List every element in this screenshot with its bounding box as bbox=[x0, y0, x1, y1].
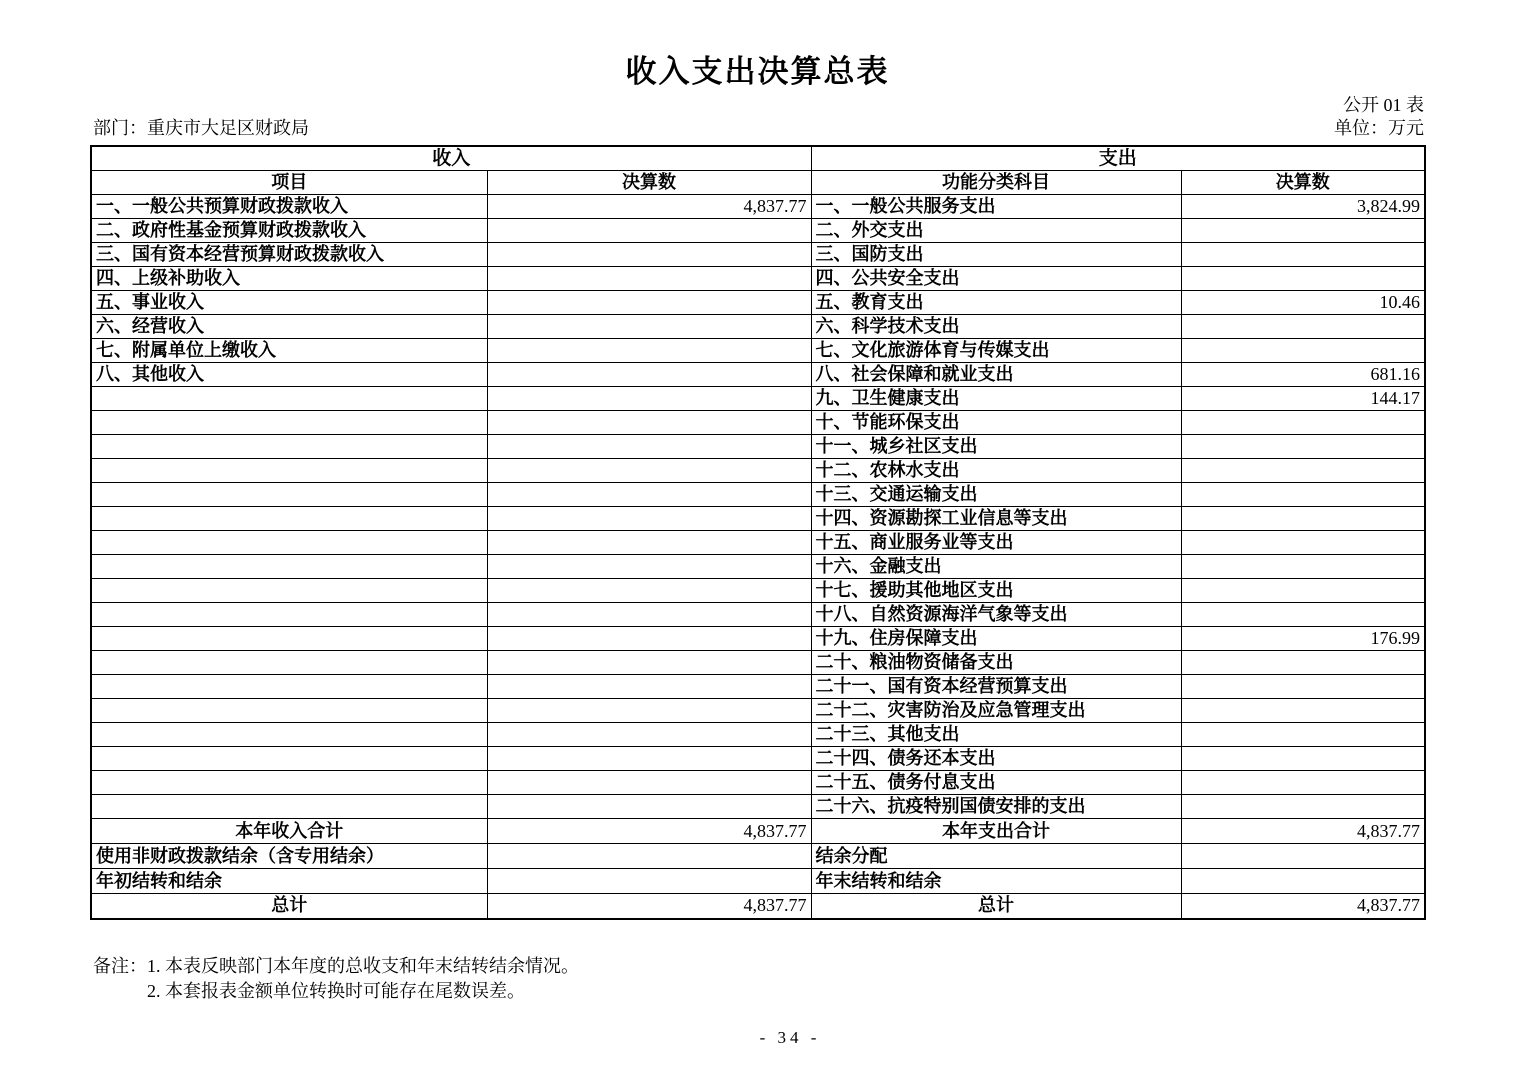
table-row bbox=[91, 483, 1425, 507]
note-line-2: 2. 本套报表金额单位转换时可能存在尾数误差。 bbox=[147, 980, 525, 1001]
table-row bbox=[91, 699, 1425, 723]
footer-row bbox=[91, 819, 1425, 844]
expense-amount-cell bbox=[1181, 795, 1425, 819]
income-amount-cell bbox=[487, 579, 811, 603]
table-row bbox=[91, 651, 1425, 675]
income-amount-cell bbox=[487, 771, 811, 795]
income-item-cell bbox=[91, 603, 487, 627]
table-row bbox=[91, 603, 1425, 627]
income-item-cell bbox=[91, 555, 487, 579]
income-item-cell: 八、其他收入 bbox=[91, 363, 487, 387]
table-row bbox=[91, 339, 1425, 363]
expense-item-cell: 二十六、抗疫特别国债安排的支出 bbox=[811, 795, 1181, 819]
expense-amount-cell: 4,837.77 bbox=[1181, 894, 1425, 919]
col-header-income-item: 项目 bbox=[91, 171, 487, 195]
expense-item-cell: 六、科学技术支出 bbox=[811, 315, 1181, 339]
income-amount-cell bbox=[487, 507, 811, 531]
income-item-cell bbox=[91, 627, 487, 651]
expense-item-cell: 十五、商业服务业等支出 bbox=[811, 531, 1181, 555]
table-row bbox=[91, 363, 1425, 387]
income-item-cell bbox=[91, 531, 487, 555]
table-row bbox=[91, 747, 1425, 771]
income-amount-cell bbox=[487, 747, 811, 771]
income-amount-cell bbox=[487, 603, 811, 627]
expense-item-cell: 十七、援助其他地区支出 bbox=[811, 579, 1181, 603]
income-item-cell bbox=[91, 699, 487, 723]
expense-amount-cell bbox=[1181, 315, 1425, 339]
expense-amount-cell: 3,824.99 bbox=[1181, 195, 1425, 219]
expense-item-cell: 十、节能环保支出 bbox=[811, 411, 1181, 435]
table-code-label: 公开 01 表 bbox=[1343, 95, 1424, 115]
expense-amount-cell bbox=[1181, 507, 1425, 531]
section-header-income: 收入 bbox=[91, 146, 811, 171]
income-amount-cell bbox=[487, 531, 811, 555]
expense-amount-cell bbox=[1181, 531, 1425, 555]
income-amount-cell bbox=[487, 844, 811, 869]
meta-row bbox=[93, 116, 1424, 140]
expense-amount-cell bbox=[1181, 723, 1425, 747]
income-amount-cell bbox=[487, 339, 811, 363]
expense-item-cell: 十三、交通运输支出 bbox=[811, 483, 1181, 507]
table-row bbox=[91, 531, 1425, 555]
table-row bbox=[91, 507, 1425, 531]
expense-item-cell: 本年支出合计 bbox=[811, 819, 1181, 844]
expense-item-cell: 十四、资源勘探工业信息等支出 bbox=[811, 507, 1181, 531]
expense-amount-cell: 681.16 bbox=[1181, 363, 1425, 387]
income-amount-cell bbox=[487, 291, 811, 315]
expense-amount-cell bbox=[1181, 579, 1425, 603]
income-item-cell bbox=[91, 483, 487, 507]
col-header-expense-amount: 决算数 bbox=[1181, 171, 1425, 195]
expense-amount-cell: 10.46 bbox=[1181, 291, 1425, 315]
income-amount-cell: 4,837.77 bbox=[487, 819, 811, 844]
expense-item-cell: 四、公共安全支出 bbox=[811, 267, 1181, 291]
table-row bbox=[91, 795, 1425, 819]
income-item-cell: 四、上级补助收入 bbox=[91, 267, 487, 291]
table-row bbox=[91, 579, 1425, 603]
income-amount-cell: 4,837.77 bbox=[487, 894, 811, 919]
income-amount-cell bbox=[487, 795, 811, 819]
income-amount-cell bbox=[487, 243, 811, 267]
budget-table bbox=[90, 145, 1426, 920]
income-item-cell bbox=[91, 387, 487, 411]
col-header-expense-item: 功能分类科目 bbox=[811, 171, 1181, 195]
income-item-cell: 二、政府性基金预算财政拨款收入 bbox=[91, 219, 487, 243]
table-row bbox=[91, 219, 1425, 243]
income-amount-cell bbox=[487, 869, 811, 894]
unit-label: 单位：万元 bbox=[1334, 118, 1424, 138]
expense-amount-cell bbox=[1181, 435, 1425, 459]
expense-item-cell: 八、社会保障和就业支出 bbox=[811, 363, 1181, 387]
income-amount-cell bbox=[487, 675, 811, 699]
expense-amount-cell: 144.17 bbox=[1181, 387, 1425, 411]
table-row bbox=[91, 387, 1425, 411]
income-item-cell: 使用非财政拨款结余（含专用结余） bbox=[91, 844, 487, 869]
expense-amount-cell bbox=[1181, 459, 1425, 483]
expense-amount-cell: 176.99 bbox=[1181, 627, 1425, 651]
income-amount-cell bbox=[487, 387, 811, 411]
expense-item-cell: 二十四、债务还本支出 bbox=[811, 747, 1181, 771]
income-item-cell: 年初结转和结余 bbox=[91, 869, 487, 894]
expense-amount-cell bbox=[1181, 411, 1425, 435]
table-row bbox=[91, 291, 1425, 315]
expense-item-cell: 二、外交支出 bbox=[811, 219, 1181, 243]
income-item-cell: 本年收入合计 bbox=[91, 819, 487, 844]
expense-amount-cell: 4,837.77 bbox=[1181, 819, 1425, 844]
page-title: 收入支出决算总表 bbox=[625, 54, 890, 89]
expense-item-cell: 年末结转和结余 bbox=[811, 869, 1181, 894]
expense-amount-cell bbox=[1181, 747, 1425, 771]
table-row bbox=[91, 675, 1425, 699]
expense-item-cell: 七、文化旅游体育与传媒支出 bbox=[811, 339, 1181, 363]
table-row bbox=[91, 771, 1425, 795]
section-header-row bbox=[91, 146, 1425, 171]
table-row bbox=[91, 723, 1425, 747]
expense-item-cell: 十八、自然资源海洋气象等支出 bbox=[811, 603, 1181, 627]
col-header-income-amount: 决算数 bbox=[487, 171, 811, 195]
income-amount-cell bbox=[487, 435, 811, 459]
income-item-cell bbox=[91, 771, 487, 795]
income-amount-cell bbox=[487, 315, 811, 339]
expense-amount-cell bbox=[1181, 651, 1425, 675]
expense-amount-cell bbox=[1181, 219, 1425, 243]
income-item-cell: 一、一般公共预算财政拨款收入 bbox=[91, 195, 487, 219]
income-item-cell: 六、经营收入 bbox=[91, 315, 487, 339]
income-item-cell bbox=[91, 675, 487, 699]
table-row bbox=[91, 267, 1425, 291]
department-label: 部门：重庆市大足区财政局 bbox=[93, 118, 309, 138]
income-item-cell bbox=[91, 459, 487, 483]
expense-item-cell: 十二、农林水支出 bbox=[811, 459, 1181, 483]
expense-item-cell: 五、教育支出 bbox=[811, 291, 1181, 315]
income-amount-cell bbox=[487, 483, 811, 507]
income-amount-cell bbox=[487, 651, 811, 675]
expense-item-cell: 九、卫生健康支出 bbox=[811, 387, 1181, 411]
expense-amount-cell bbox=[1181, 771, 1425, 795]
footer-row bbox=[91, 844, 1425, 869]
income-amount-cell bbox=[487, 723, 811, 747]
expense-item-cell: 三、国防支出 bbox=[811, 243, 1181, 267]
section-header-expense: 支出 bbox=[811, 146, 1425, 171]
income-item-cell bbox=[91, 651, 487, 675]
expense-amount-cell bbox=[1181, 699, 1425, 723]
income-amount-cell bbox=[487, 459, 811, 483]
expense-amount-cell bbox=[1181, 339, 1425, 363]
income-item-cell: 七、附属单位上缴收入 bbox=[91, 339, 487, 363]
table-row bbox=[91, 195, 1425, 219]
expense-amount-cell bbox=[1181, 675, 1425, 699]
income-item-cell: 五、事业收入 bbox=[91, 291, 487, 315]
income-item-cell: 总计 bbox=[91, 894, 487, 919]
expense-item-cell: 二十五、债务付息支出 bbox=[811, 771, 1181, 795]
expense-item-cell: 二十一、国有资本经营预算支出 bbox=[811, 675, 1181, 699]
expense-item-cell: 二十、粮油物资储备支出 bbox=[811, 651, 1181, 675]
table-row bbox=[91, 627, 1425, 651]
note-line-1: 1. 本表反映部门本年度的总收支和年末结转结余情况。 bbox=[147, 955, 579, 976]
expense-item-cell: 总计 bbox=[811, 894, 1181, 919]
table-row bbox=[91, 411, 1425, 435]
income-amount-cell bbox=[487, 411, 811, 435]
expense-amount-cell bbox=[1181, 844, 1425, 869]
table-body bbox=[91, 195, 1425, 919]
expense-item-cell: 二十二、灾害防治及应急管理支出 bbox=[811, 699, 1181, 723]
table-row bbox=[91, 459, 1425, 483]
table-row bbox=[91, 243, 1425, 267]
table-row bbox=[91, 555, 1425, 579]
income-amount-cell bbox=[487, 363, 811, 387]
income-item-cell bbox=[91, 747, 487, 771]
expense-item-cell: 一、一般公共服务支出 bbox=[811, 195, 1181, 219]
expense-amount-cell bbox=[1181, 483, 1425, 507]
income-amount-cell bbox=[487, 627, 811, 651]
page-number: - 34 - bbox=[759, 1027, 821, 1047]
expense-item-cell: 二十三、其他支出 bbox=[811, 723, 1181, 747]
notes bbox=[93, 954, 1515, 1004]
expense-amount-cell bbox=[1181, 267, 1425, 291]
expense-item-cell: 结余分配 bbox=[811, 844, 1181, 869]
expense-item-cell: 十九、住房保障支出 bbox=[811, 627, 1181, 651]
expense-amount-cell bbox=[1181, 555, 1425, 579]
income-amount-cell bbox=[487, 219, 811, 243]
income-item-cell bbox=[91, 723, 487, 747]
income-amount-cell bbox=[487, 267, 811, 291]
income-item-cell bbox=[91, 507, 487, 531]
notes-label: 备注： bbox=[93, 955, 147, 976]
table-row bbox=[91, 435, 1425, 459]
income-item-cell bbox=[91, 411, 487, 435]
footer-row bbox=[91, 869, 1425, 894]
income-item-cell bbox=[91, 795, 487, 819]
table-row bbox=[91, 315, 1425, 339]
expense-item-cell: 十一、城乡社区支出 bbox=[811, 435, 1181, 459]
column-header-row bbox=[91, 171, 1425, 195]
expense-amount-cell bbox=[1181, 243, 1425, 267]
expense-amount-cell bbox=[1181, 869, 1425, 894]
income-item-cell bbox=[91, 435, 487, 459]
income-item-cell: 三、国有资本经营预算财政拨款收入 bbox=[91, 243, 487, 267]
income-item-cell bbox=[91, 579, 487, 603]
expense-amount-cell bbox=[1181, 603, 1425, 627]
expense-item-cell: 十六、金融支出 bbox=[811, 555, 1181, 579]
income-amount-cell bbox=[487, 555, 811, 579]
footer-row bbox=[91, 894, 1425, 919]
income-amount-cell bbox=[487, 699, 811, 723]
income-amount-cell: 4,837.77 bbox=[487, 195, 811, 219]
